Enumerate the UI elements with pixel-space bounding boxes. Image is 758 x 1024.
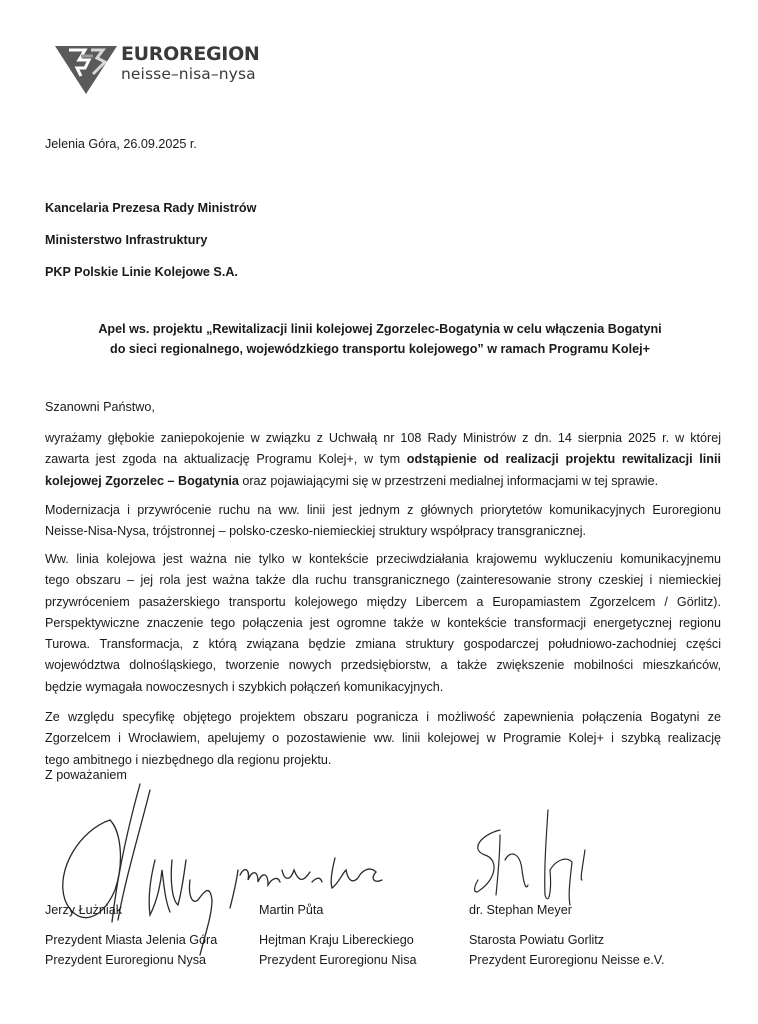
org-subtitle: neisse–nisa–nysa [121,65,256,83]
paragraph-1 [45,428,721,492]
closing: Z poważaniem [45,768,127,782]
recipient-1: Kancelaria Prezesa Rady Ministrów [45,201,257,215]
signatory-2 [259,900,459,980]
paragraph-line: przywróceniem pasażerskiego transportu kolejowego między Libercem a Europamiastem Zgorzelcem / Görlitz). [45,594,721,609]
paragraph-3 [45,549,721,698]
subject-line-1: Apel ws. projektu „Rewitalizacji linii kolejowej Zgorzelec-Bogatynia w celu włączenia Bogatyni [98,322,662,336]
signatory-name: Martin Půta [259,903,324,917]
signatory-1 [45,900,245,980]
paragraph-4 [45,707,721,771]
paragraph-line [45,449,721,470]
signatory-name: dr. Stephan Meyer [469,903,572,917]
paragraph-line: Turowa. Transformacja, z którą związana będzie zmiana struktury gospodarczej południowo-zachodniej części [45,637,721,652]
paragraph-2 [45,500,721,543]
paragraph-line: województwa dolnośląskiego, tworzenie nowych przedsiębiorstw, a także zwiększenie mobilności mieszkańców, [45,658,721,673]
paragraph-line: Neisse-Nisa-Nysa, trójstronnej – polsko-czesko-niemieckiej struktury współpracy transgranicznej. [45,524,587,539]
date-line: Jelenia Góra, 26.09.2025 r. [45,137,197,151]
signatory-title: Prezydent Euroregionu Nysa [45,953,207,967]
signatory-3 [469,900,709,980]
signatory-title: Prezydent Euroregionu Neisse e.V. [469,953,665,967]
bold-text-run: odstąpienie od realizacji projektu rewitalizacji linii [406,452,721,467]
euroregion-triangle-logo-icon [55,44,117,94]
bold-text-run: kolejowej Zgorzelec – Bogatynia [45,473,239,488]
paragraph-line: tego obszaru – jej rola jest ważna także dla ruchu transgranicznego (zainteresowanie strony czeskiej i niemieckiej [45,573,721,588]
signature-meyer [475,810,585,905]
letter-subject [40,319,720,359]
paragraph-line [45,471,721,492]
paragraph-line: Ww. linia kolejowa jest ważna nie tylko w kontekście przeciwdziałania krajowemu wykluczeniu komunikacyjnemu [45,552,721,566]
recipient-2: Ministerstwo Infrastruktury [45,233,208,247]
paragraph-line: Zgorzelcem i Wrocławiem, apelujemy o pozostawienie ww. linii kolejowej w Programie Kolej+ i szybką realizację [45,731,721,746]
signatory-title: Prezydent Miasta Jelenia Góra [45,933,218,947]
paragraph-line: tego ambitnego i niezbędnego dla regionu projektu. [45,752,332,767]
paragraph-line: Perspektywiczne znaczenie tego połączenia jest ogromne także w kontekście transformacji energetycznej regionu [45,615,721,630]
signatory-title: Prezydent Euroregionu Nisa [259,953,417,967]
signatory-title: Starosta Powiatu Gorlitz [469,933,605,947]
letterhead-logo [55,44,260,94]
paragraph-line: Ze względu specyfikę objętego projektem obszaru pogranicza i możliwość zapewnienia połączenia Bogatyni ze [45,710,721,724]
recipient-3: PKP Polskie Linie Kolejowe S.A. [45,265,238,279]
paragraph-line: Modernizacja i przywrócenie ruchu na ww. linii jest jednym z głównych priorytetów komunikacyjnych Euroregionu [45,503,721,517]
signatory-name: Jerzy Łużniak [45,903,122,917]
text-run: oraz pojawiającymi się w przestrzeni medialnej informacjami w tej sprawie. [238,473,659,488]
salutation: Szanowni Państwo, [45,400,155,414]
subject-line-2: do sieci regionalnego, wojewódzkiego transportu kolejowego” w ramach Programu Kolej+ [110,342,650,356]
org-name: EUROREGION [121,43,260,65]
paragraph-line: będzie wymagała nowoczesnych i szybkich połączeń komunikacyjnych. [45,679,444,694]
paragraph-line: wyrażamy głębokie zaniepokojenie w związku z Uchwałą nr 108 Rady Ministrów z dn. 14 sierpnia 2025 r. w której [45,431,721,445]
text-run: zawarta jest zgoda na aktualizację Programu Kolej+, w tym [45,452,407,467]
signatory-title: Hejtman Kraju Libereckiego [259,933,414,947]
